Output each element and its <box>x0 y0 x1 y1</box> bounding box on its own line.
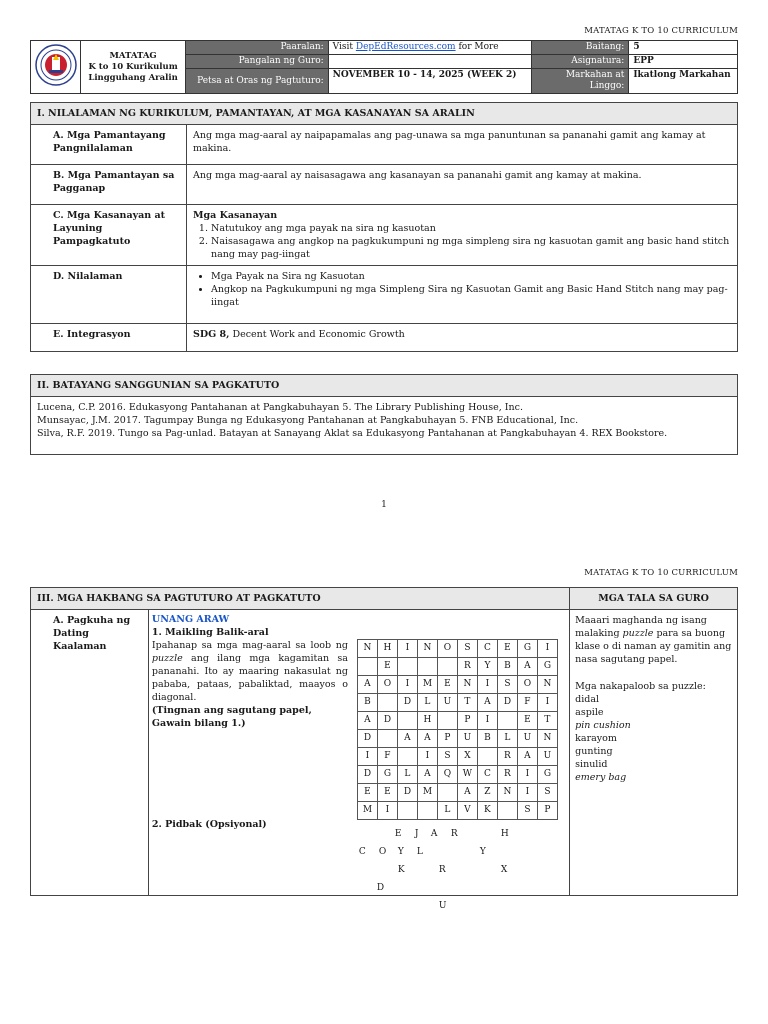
puzzle-cell: A <box>417 730 437 748</box>
puzzle-cell: A <box>517 748 537 766</box>
puzzle-cell: B <box>477 730 497 748</box>
puzzle-cell: W <box>457 766 477 784</box>
puzzle-cell: A <box>357 712 377 730</box>
asignatura-label: Asignatura: <box>531 55 629 69</box>
puzzle-cell: U <box>457 730 477 748</box>
puzzle-cell: G <box>517 640 537 658</box>
petsa-label: Petsa at Oras ng Pagtuturo: <box>185 69 328 94</box>
stray-letter: A <box>430 829 438 839</box>
step2-title: 2. Pidbak (Opsiyonal) <box>151 819 267 830</box>
notes-list-title: Mga nakapaloob sa puzzle: <box>575 681 706 692</box>
puzzle-cell: A <box>357 676 377 694</box>
markahan-value: Ikatlong Markahan <box>629 69 738 94</box>
puzzle-cell: D <box>357 766 377 784</box>
puzzle-cell: A <box>417 766 437 784</box>
row-e-content: SDG 8, Decent Work and Economic Growth <box>187 324 738 352</box>
list-item: • Mga Payak na Sira ng Kasuotan <box>211 270 731 283</box>
puzzle-cell: N <box>497 784 517 802</box>
stray-letter: C <box>358 847 366 857</box>
stray-letter: R <box>450 829 458 839</box>
step1-title: 1. Maikling Balik-aral <box>151 627 269 638</box>
puzzle-cell: E <box>377 658 397 676</box>
lesson-header-table <box>30 40 738 94</box>
puzzle-cell: N <box>417 640 437 658</box>
puzzle-cell: L <box>417 694 437 712</box>
section-curriculum-table <box>30 102 738 352</box>
list-item: • Angkop na Pagkukumpuni ng mga Simpleng Sira ng Kasuotan Gamit ang Basic Hand Stitch nang may pag-iingat <box>211 283 731 309</box>
puzzle-cell: T <box>537 712 557 730</box>
notes-list-item: karayom <box>575 733 617 744</box>
puzzle-cell: P <box>457 712 477 730</box>
stray-letter: D <box>376 883 385 893</box>
row-a-label: A. Pagkuha ng Dating Kaalaman <box>31 610 149 896</box>
deped-seal-icon <box>35 44 77 86</box>
notes-list-item: sinulid <box>575 759 608 770</box>
list-item: 2. Naisasagawa ang angkop na pagkukumpuni ng mga simpleng sira ng kasuotan gamit ang basic hand stitch nang may pag-iingat <box>211 235 731 261</box>
puzzle-cell: P <box>537 802 557 820</box>
notes-title: MGA TALA SA GURO <box>570 588 738 610</box>
puzzle-cell: H <box>417 712 437 730</box>
puzzle-cell: O <box>437 640 457 658</box>
puzzle-cell: X <box>457 748 477 766</box>
puzzle-cell: F <box>517 694 537 712</box>
puzzle-cell: I <box>377 802 397 820</box>
puzzle-cell: I <box>417 748 437 766</box>
step1-note: (Tingnan ang sagutang papel, Gawain bilang 1.) <box>151 705 312 729</box>
puzzle-cell: S <box>537 784 557 802</box>
kasanayan-heading: Mga Kasanayan <box>193 210 278 221</box>
puzzle-cell: I <box>477 676 497 694</box>
logo-cell <box>31 41 81 94</box>
page-number: 1 <box>381 500 387 510</box>
puzzle-cell: I <box>397 676 417 694</box>
puzzle-cell: A <box>477 694 497 712</box>
stray-letter: O <box>378 847 387 857</box>
notes-intro: Maaari maghanda ng isang malaking puzzle para sa buong klase o di naman ay gamitin ang nasa sagutang papel. <box>575 615 732 665</box>
stray-letter: X <box>500 865 508 875</box>
row-a-label: A. Mga Pamantayang Pangnilalaman <box>31 125 187 165</box>
puzzle-cell: Q <box>437 766 457 784</box>
puzzle-cell: E <box>497 640 517 658</box>
puzzle-cell: M <box>357 802 377 820</box>
stray-letter: R <box>438 865 446 875</box>
puzzle-cell: L <box>437 802 457 820</box>
stray-letter: E <box>394 829 402 839</box>
puzzle-cell: N <box>537 676 557 694</box>
puzzle-cell: D <box>397 694 417 712</box>
curriculum-label: MATATAG K TO 10 CURRICULUM <box>584 26 738 36</box>
puzzle-cell: R <box>497 748 517 766</box>
puzzle-cell: H <box>377 640 397 658</box>
puzzle-cell: D <box>497 694 517 712</box>
puzzle-cell: G <box>537 766 557 784</box>
section-references-table <box>30 374 738 455</box>
puzzle-cell: I <box>477 712 497 730</box>
puzzle-cell: E <box>517 712 537 730</box>
row-a-text: Ang mga mag-aaral ay naipapamalas ang pag-unawa sa mga panuntunan sa pananahi gamit ang kamay at makina. <box>187 125 738 165</box>
puzzle-cell: S <box>457 640 477 658</box>
puzzle-cell: M <box>417 784 437 802</box>
guro-label: Pangalan ng Guro: <box>185 55 328 69</box>
markahan-label: Markahan at Linggo: <box>531 69 629 94</box>
reference-item: Lucena, C.P. 2016. Edukasyong Pantahanan at Pangkabuhayan 5. The Library Publishing House, Inc. <box>37 402 523 413</box>
stray-letters <box>149 610 571 911</box>
baitang-label: Baitang: <box>531 41 629 55</box>
puzzle-cell: A <box>397 730 417 748</box>
activity-cell <box>148 610 569 911</box>
notes-list-item: aspile <box>575 707 604 718</box>
stray-letter: Y <box>397 847 404 857</box>
puzzle-cell: R <box>497 766 517 784</box>
lesson-title: MATATAG K to 10 Kurikulum Lingguhang Aralin <box>81 41 186 94</box>
stray-letter: L <box>416 847 423 857</box>
notes-list-item: gunting <box>575 746 613 757</box>
puzzle-cell: A <box>457 784 477 802</box>
puzzle-cell: U <box>537 748 557 766</box>
petsa-value: NOVEMBER 10 - 14, 2025 (WEEK 2) <box>328 69 531 94</box>
puzzle-cell: Z <box>477 784 497 802</box>
stray-letter: J <box>414 829 419 839</box>
puzzle-cell: K <box>477 802 497 820</box>
puzzle-cell: D <box>377 712 397 730</box>
guro-value <box>328 55 531 69</box>
row-c-content <box>187 205 738 266</box>
stray-letter: K <box>397 865 405 875</box>
puzzle-cell: E <box>437 676 457 694</box>
puzzle-cell: N <box>357 640 377 658</box>
section-steps-table <box>30 587 738 911</box>
curriculum-label: MATATAG K TO 10 CURRICULUM <box>584 568 738 578</box>
puzzle-cell: L <box>497 730 517 748</box>
stray-letter: H <box>500 829 509 839</box>
puzzle-cell: E <box>357 784 377 802</box>
puzzle-cell: L <box>397 766 417 784</box>
puzzle-cell: B <box>497 658 517 676</box>
deped-resources-link[interactable]: DepEdResources.com <box>355 42 456 52</box>
puzzle-cell: D <box>357 730 377 748</box>
teacher-notes <box>570 610 738 896</box>
puzzle-cell: A <box>517 658 537 676</box>
section1-title: I. NILALAMAN NG KURIKULUM, PAMANTAYAN, AT MGA KASANAYAN SA ARALIN <box>31 103 738 125</box>
paaralan-value: Visit DepEdResources.com for More <box>328 41 531 55</box>
row-d-content <box>187 266 738 324</box>
puzzle-cell: N <box>457 676 477 694</box>
asignatura-value: EPP <box>629 55 738 69</box>
puzzle-cell: B <box>357 694 377 712</box>
notes-list-item: emery bag <box>575 772 627 783</box>
reference-item: Silva, R.F. 2019. Tungo sa Pag-unlad. Batayan at Sanayang Aklat sa Edukasyong Pantahanan at Pangkabuhayan 4. REX Bookstore. <box>37 428 668 439</box>
stray-letter: Y <box>479 847 486 857</box>
row-b-text: Ang mga mag-aaral ay naisasagawa ang kasanayan sa pananahi gamit ang kamay at makina. <box>187 165 738 205</box>
puzzle-cell: C <box>477 766 497 784</box>
puzzle-cell: I <box>357 748 377 766</box>
puzzle-cell: S <box>517 802 537 820</box>
puzzle-cell: O <box>377 676 397 694</box>
puzzle-cell: R <box>457 658 477 676</box>
row-b-label: B. Mga Pamantayan sa Pagganap <box>31 165 187 205</box>
puzzle-cell: F <box>377 748 397 766</box>
puzzle-cell: I <box>397 640 417 658</box>
puzzle-cell: D <box>397 784 417 802</box>
section3-title: III. MGA HAKBANG SA PAGTUTURO AT PAGKATUTO <box>31 588 570 610</box>
puzzle-cell: U <box>437 694 457 712</box>
puzzle-cell: I <box>537 694 557 712</box>
puzzle-cell: Y <box>477 658 497 676</box>
list-item: 1. Natutukoy ang mga payak na sira ng kasuotan <box>211 222 731 235</box>
puzzle-cell: G <box>377 766 397 784</box>
puzzle-cell: U <box>517 730 537 748</box>
puzzle-cell: M <box>417 676 437 694</box>
puzzle-cell: I <box>517 784 537 802</box>
puzzle-cell: I <box>517 766 537 784</box>
row-e-label: E. Integrasyon <box>31 324 187 352</box>
puzzle-cell: G <box>537 658 557 676</box>
puzzle-cell: N <box>537 730 557 748</box>
puzzle-cell: S <box>497 676 517 694</box>
puzzle-cell: E <box>377 784 397 802</box>
row-d-label: D. Nilalaman <box>31 266 187 324</box>
puzzle-cell: P <box>437 730 457 748</box>
row-c-label: C. Mga Kasanayan at Layuning Pampagkatuto <box>31 205 187 266</box>
puzzle-cell: V <box>457 802 477 820</box>
puzzle-cell: O <box>517 676 537 694</box>
baitang-value: 5 <box>629 41 738 55</box>
paaralan-label: Paaralan: <box>185 41 328 55</box>
puzzle-cell: T <box>457 694 477 712</box>
notes-list-item: pin cushion <box>575 720 631 731</box>
notes-list-item: didal <box>575 694 600 705</box>
puzzle-cell: C <box>477 640 497 658</box>
reference-item: Munsayac, J.M. 2017. Tagumpay Bunga ng Edukasyong Pantahanan at Pangkabuhayan 5. FNB Educational, Inc. <box>37 415 579 426</box>
references-list <box>31 397 738 455</box>
section2-title: II. BATAYANG SANGGUNIAN SA PAGKATUTO <box>31 375 738 397</box>
step1-text: Ipahanap sa mga mag-aaral sa loob ng puzzle ang ilang mga kagamitan sa pananahi. Ito ay maaring nakasulat ng pababa, pataas, pabaliktad, maayos o diagonal. <box>151 640 348 703</box>
day-label: UNANG ARAW <box>151 614 230 625</box>
stray-letter: U <box>438 901 447 911</box>
puzzle-cell: I <box>537 640 557 658</box>
notes-list <box>575 693 732 784</box>
puzzle-cell: S <box>437 748 457 766</box>
